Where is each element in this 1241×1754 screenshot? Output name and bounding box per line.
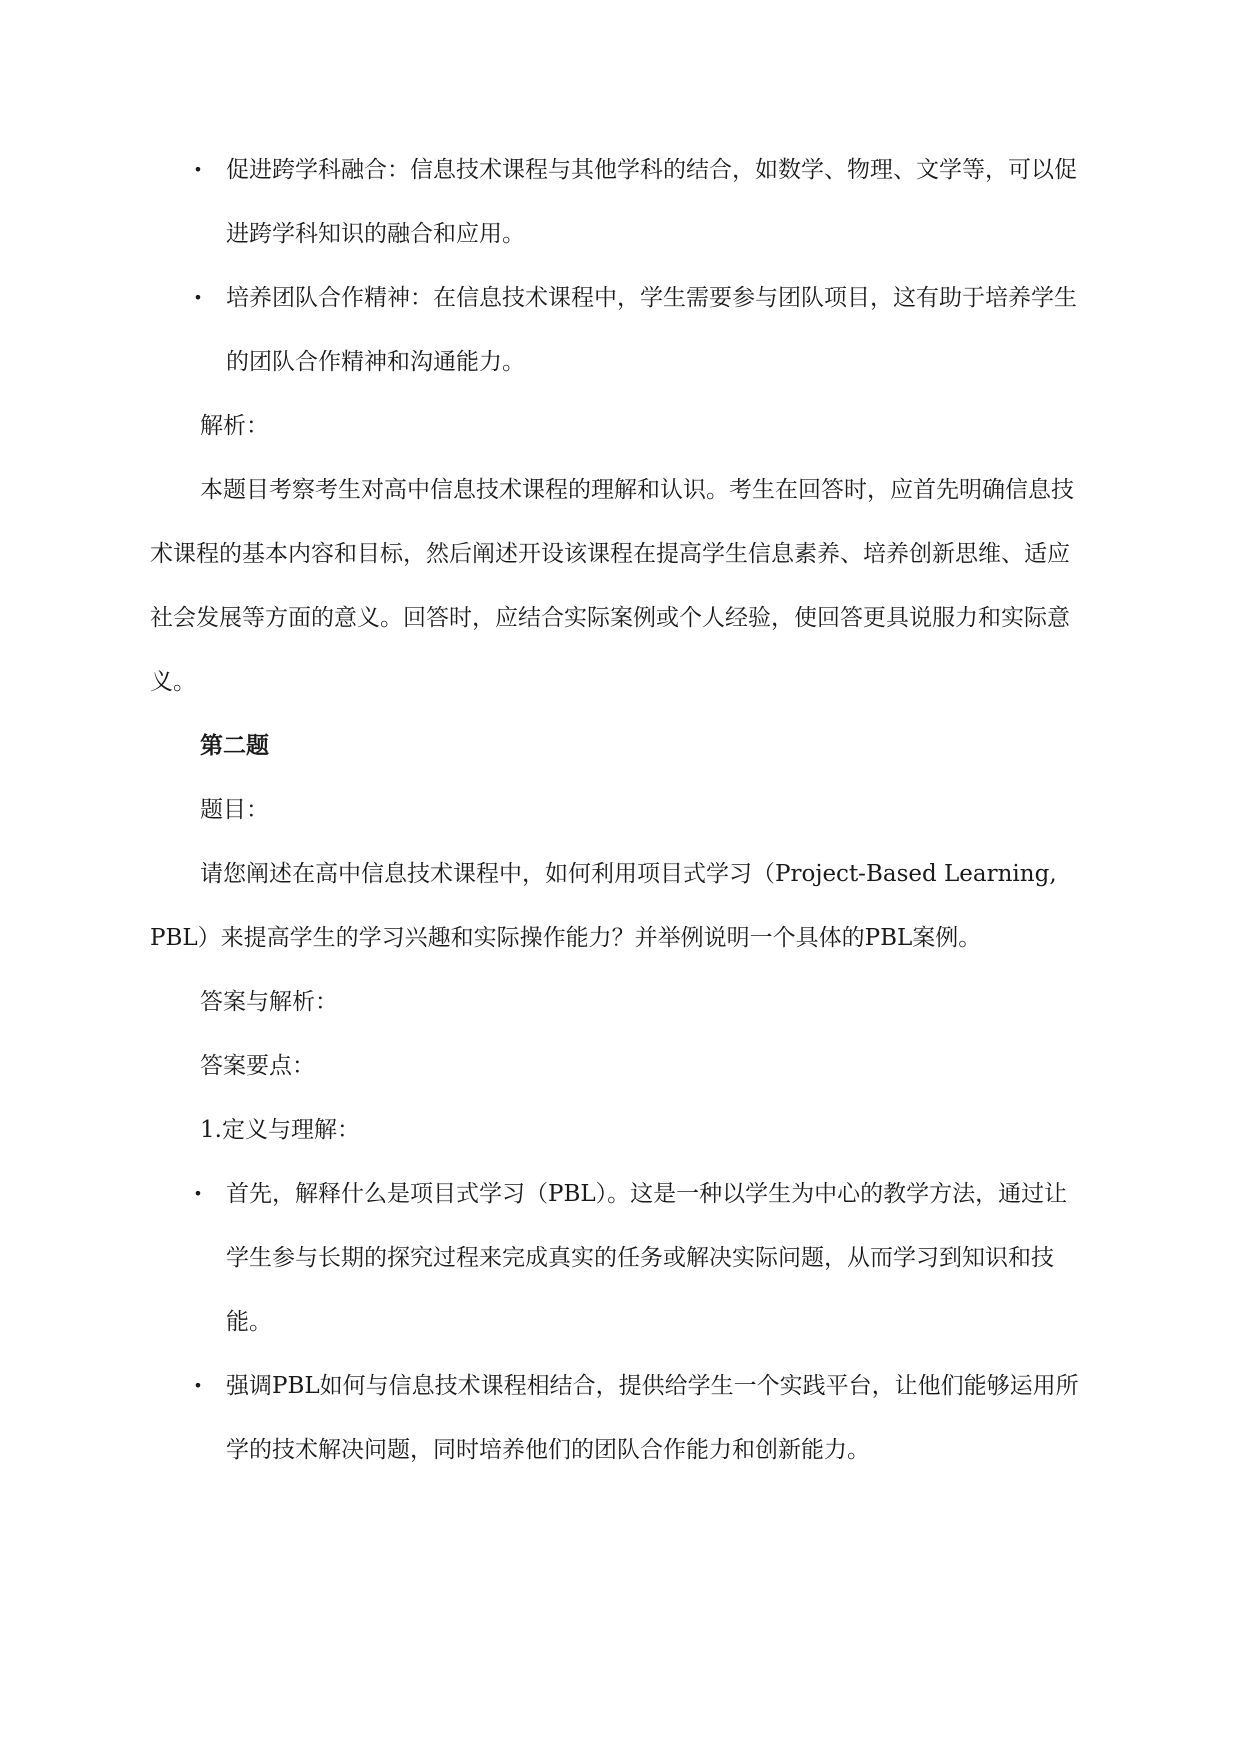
bullet-text: 首先，解释什么是项目式学习（PBL）。这是一种以学生为中心的教学方法，通过让学生参与长期的探究过程来完成真实的任务或解决实际问题，从而学习到知识和技能。	[226, 1181, 1068, 1335]
answer-label: 答案与解析：	[200, 989, 338, 1015]
definition-bullet-list	[150, 1162, 1085, 1482]
bullet-text: 强调PBL如何与信息技术课程相结合，提供给学生一个实践平台，让他们能够运用所学的技术解决问题，同时培养他们的团队合作能力和创新能力。	[226, 1373, 1079, 1463]
list-item	[150, 1354, 1085, 1482]
bullet-icon: •	[193, 288, 203, 307]
bullet-text: 促进跨学科融合：信息技术课程与其他学科的结合，如数学、物理、文学等，可以促进跨学科知识的融合和应用。	[226, 157, 1077, 247]
bullet-icon: •	[193, 1376, 203, 1395]
bullet-icon: •	[193, 1184, 203, 1203]
list-item	[150, 266, 1085, 394]
analysis-label: 解析：	[200, 413, 269, 439]
bullet-text: 培养团队合作精神：在信息技术课程中，学生需要参与团队项目，这有助于培养学生的团队合作精神和沟通能力。	[226, 285, 1077, 375]
question-paragraph: 请您阐述在高中信息技术课程中，如何利用项目式学习（Project-Based Learning, PBL）来提高学生的学习兴趣和实际操作能力？并举例说明一个具体的PBL案例。	[150, 861, 1057, 951]
list-item	[150, 138, 1085, 266]
benefit-bullet-list	[150, 138, 1085, 394]
point-1-label: 1.定义与理解：	[200, 1117, 360, 1143]
bullet-icon: •	[193, 160, 203, 179]
list-item	[150, 1162, 1085, 1354]
question-heading: 第二题	[200, 732, 269, 759]
answer-points-label: 答案要点：	[200, 1053, 315, 1079]
analysis-paragraph: 本题目考察考生对高中信息技术课程的理解和认识。考生在回答时，应首先明确信息技术课程的基本内容和目标，然后阐述开设该课程在提高学生信息素养、培养创新思维、适应社会发展等方面的意义。回答时，应结合实际案例或个人经验，使回答更具说服力和实际意义。	[150, 477, 1074, 695]
question-label: 题目：	[200, 797, 269, 823]
document-body	[150, 138, 1085, 1482]
